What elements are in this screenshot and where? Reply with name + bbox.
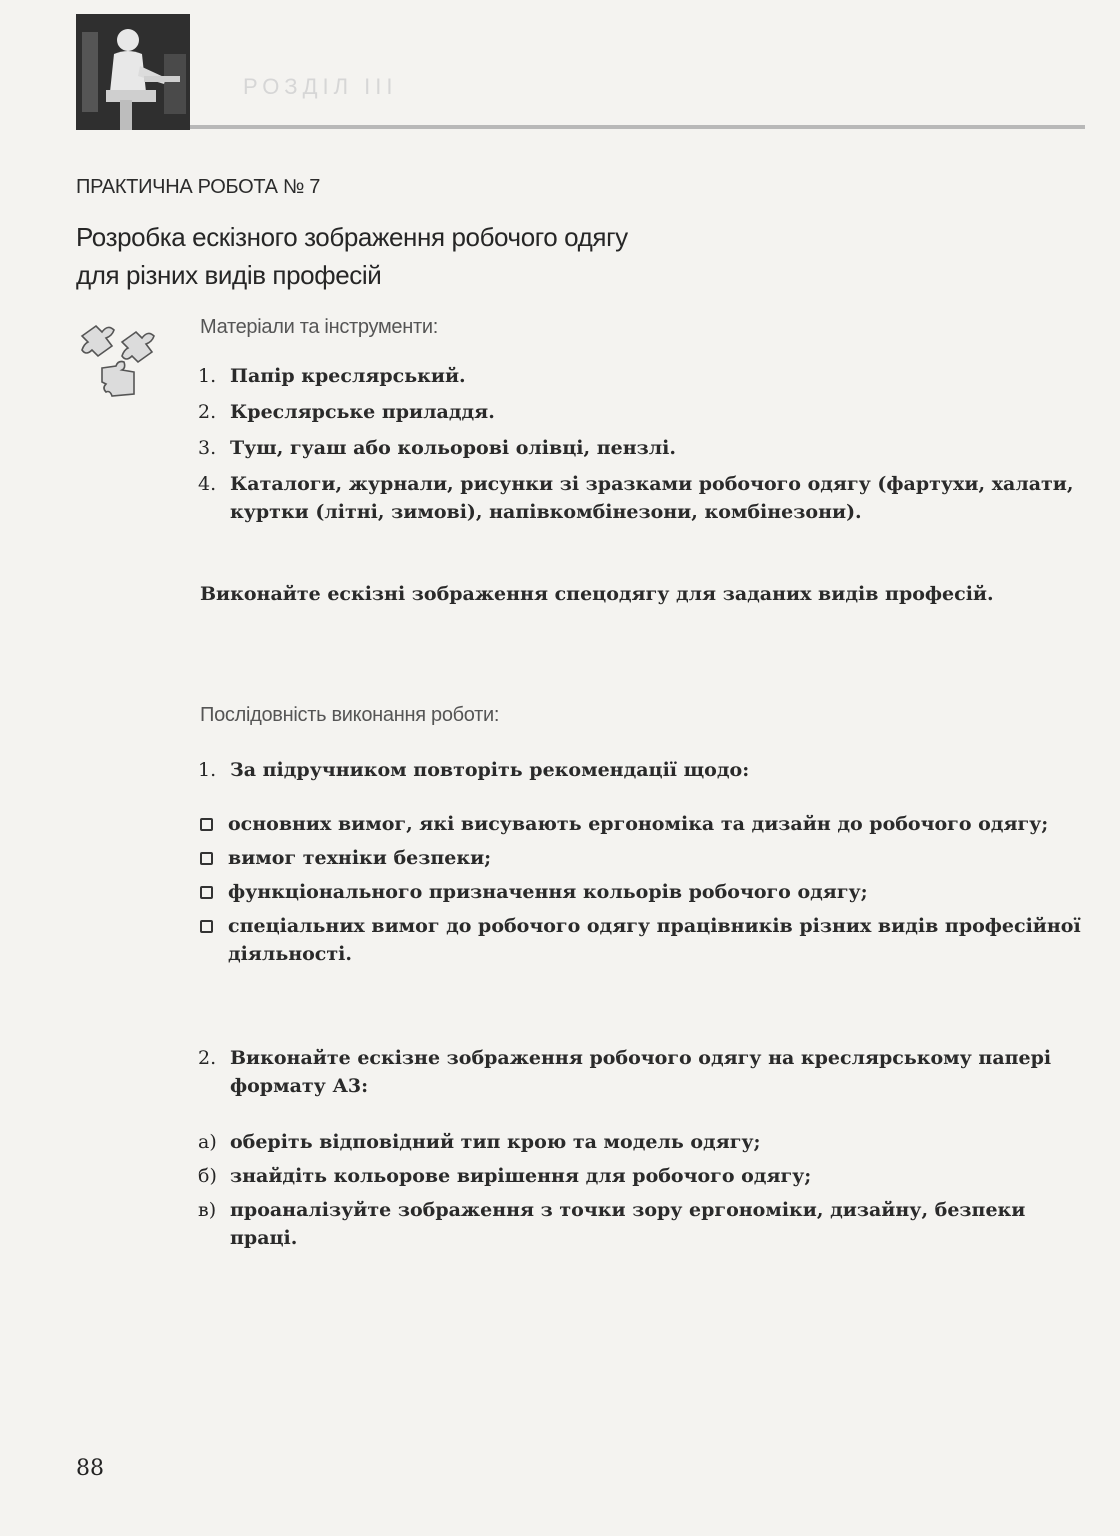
- list-item: [198, 398, 1088, 426]
- title-line-2: для різних видів професій: [76, 260, 382, 290]
- item-number: 3.: [198, 437, 217, 459]
- list-item: [198, 1162, 1088, 1190]
- item-number: 2.: [198, 401, 217, 423]
- materials-list: [198, 362, 1088, 526]
- puzzle-icon: [76, 318, 166, 402]
- worker-photo-icon: [76, 14, 190, 130]
- sequence-heading: Послідовність виконання роботи:: [200, 704, 500, 726]
- title-line-1: Розробка ескізного зображення робочого одягу: [76, 222, 628, 252]
- section-label: РОЗДІЛ ІІІ: [243, 74, 398, 99]
- item-text: Креслярське приладдя.: [230, 401, 495, 423]
- item-number: 1.: [198, 759, 217, 781]
- list-item: [198, 756, 1088, 784]
- item-text: функціонального призначення кольорів робочого одягу;: [228, 881, 868, 903]
- materials-heading: Матеріали та інструменти:: [200, 316, 438, 338]
- item-text: оберіть відповідний тип крою та модель одягу;: [230, 1131, 761, 1153]
- list-item: [198, 912, 1088, 968]
- list-item: [198, 1128, 1088, 1156]
- header-rule: [190, 125, 1085, 129]
- item-number: 1.: [198, 365, 217, 387]
- item-text: вимог техніки безпеки;: [228, 847, 492, 869]
- header-photo: [76, 14, 190, 130]
- list-item: [198, 362, 1088, 390]
- list-item: [198, 844, 1088, 872]
- practical-work-number: ПРАКТИЧНА РОБОТА № 7: [76, 176, 321, 198]
- page-number: 88: [76, 1456, 104, 1481]
- item-letter: в): [198, 1199, 217, 1221]
- step-2: [198, 1044, 1088, 1100]
- item-text: Туш, гуаш або кольорові олівці, пензлі.: [230, 437, 676, 459]
- item-number: 4.: [198, 473, 217, 495]
- item-text: Каталоги, журнали, рисунки зі зразками робочого одягу (фартухи, халати, куртки (літні, зимові), напівкомбінезони, комбінезони).: [230, 473, 1074, 523]
- checkbox-bullet-icon: [200, 886, 213, 899]
- list-item: [198, 434, 1088, 462]
- list-item: [198, 878, 1088, 906]
- item-text: Виконайте ескізне зображення робочого одягу на креслярському папері формату А3:: [230, 1047, 1052, 1097]
- checkbox-bullet-icon: [200, 852, 213, 865]
- list-item: [198, 810, 1088, 838]
- item-text: проаналізуйте зображення з точки зору ергономіки, дизайну, безпеки праці.: [230, 1199, 1026, 1249]
- checkbox-bullet-icon: [200, 818, 213, 831]
- checkbox-bullet-icon: [200, 920, 213, 933]
- item-number: 2.: [198, 1047, 217, 1069]
- item-letter: а): [198, 1131, 217, 1153]
- requirements-checklist: [198, 810, 1088, 968]
- item-letter: б): [198, 1165, 217, 1187]
- list-item: [198, 470, 1088, 526]
- item-text: За підручником повторіть рекомендації щодо:: [230, 759, 750, 781]
- page-title: [76, 218, 976, 294]
- list-item: [198, 1196, 1088, 1252]
- list-item: [198, 1044, 1088, 1100]
- substeps-list: [198, 1128, 1088, 1252]
- step-1: [198, 756, 1088, 784]
- item-text: знайдіть кольорове вирішення для робочого одягу;: [230, 1165, 812, 1187]
- item-text: спеціальних вимог до робочого одягу працівників різних видів професійної діяльності.: [228, 915, 1081, 965]
- item-text: Папір креслярський.: [230, 365, 466, 387]
- task-instruction: Виконайте ескізні зображення спецодягу для заданих видів професій.: [200, 583, 994, 605]
- item-text: основних вимог, які висувають ергономіка та дизайн до робочого одягу;: [228, 813, 1049, 835]
